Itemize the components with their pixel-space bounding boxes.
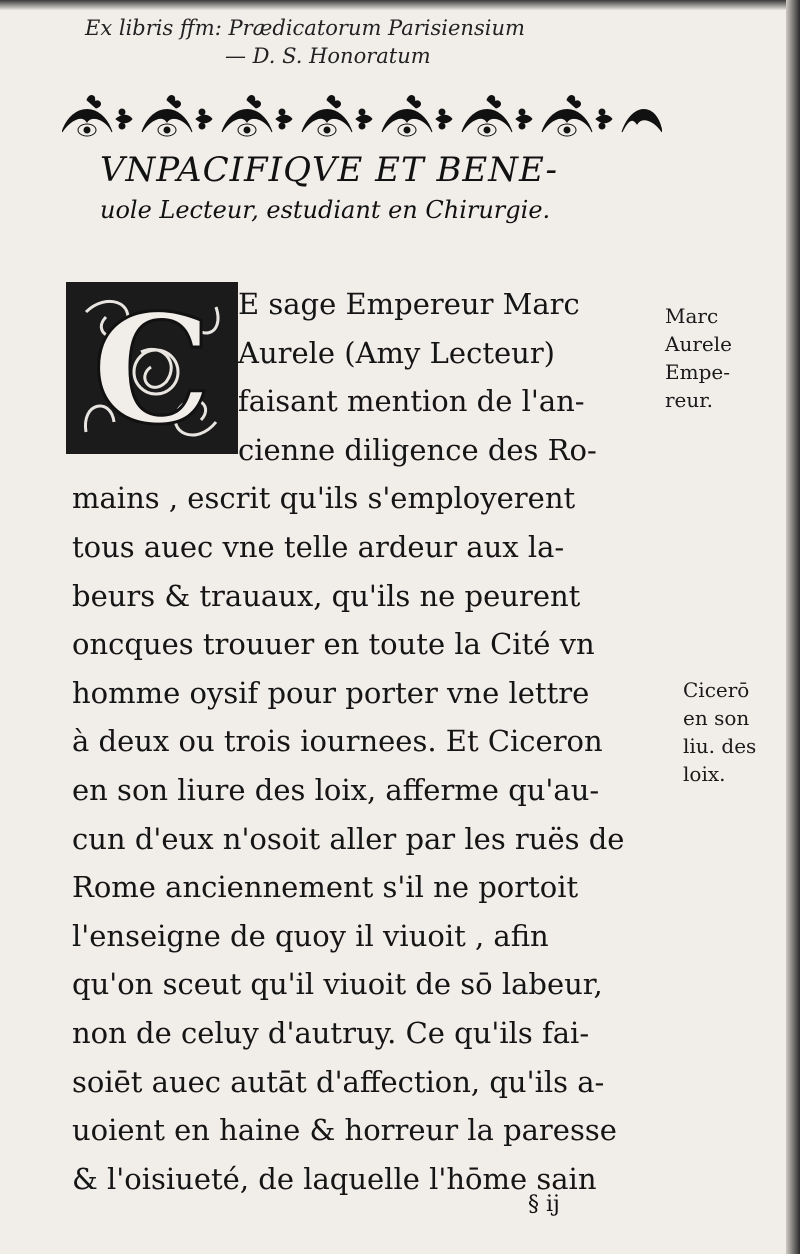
margin-note-line: loix. [683, 762, 726, 786]
body-line: en son liure des loix, afferme qu'au- [72, 772, 600, 807]
body-line: mains , escrit qu'ils s'employerent [72, 481, 576, 516]
body-line: E sage Empereur Marc [238, 287, 580, 321]
body-line: qu'on sceut qu'il viuoit de sō labeur, [72, 967, 603, 1002]
body-line: Aurele (Amy Lecteur) [238, 335, 555, 370]
body-line: cienne diligence des Ro- [238, 432, 597, 467]
manuscript-note-line-1: Ex libris ffm: Prædicatorum Parisiensium [85, 16, 525, 40]
body-line: beurs & trauaux, qu'ils ne peurent [72, 578, 581, 613]
margin-note-line: Empe- [665, 360, 730, 384]
body-line: l'enseigne de quoy il viuoit , afin [72, 918, 549, 953]
signature-mark: § ij [528, 1192, 560, 1217]
body-line: & l'oisiueté, de laquelle l'hōme sain [72, 1161, 597, 1196]
heading-line-2: uole Lecteur, estudiant en Chirurgie. [100, 196, 551, 224]
margin-note-line: Cicerō [683, 678, 750, 702]
margin-note-line: reur. [665, 388, 713, 412]
body-line: à deux ou trois iournees. Et Ciceron [72, 724, 603, 759]
page-gutter-shadow [786, 0, 800, 1254]
headpiece-ornament [62, 92, 662, 144]
body-line: cun d'eux n'osoit aller par les ruës de [72, 821, 625, 856]
decorated-initial-letter: C [92, 282, 212, 454]
page-top-shadow [0, 0, 800, 10]
body-line: Rome anciennement s'il ne portoit [72, 870, 579, 905]
margin-note-ciceron [683, 676, 783, 788]
body-line: non de celuy d'autruy. Ce qu'ils fai- [72, 1015, 590, 1050]
body-line: homme oysif pour porter vne lettre [72, 675, 590, 710]
manuscript-ownership-note [85, 14, 645, 70]
body-text [72, 280, 662, 1203]
body-line: soiēt auec autāt d'affection, qu'ils a- [72, 1064, 605, 1099]
margin-note-line: Aurele [665, 332, 732, 356]
body-line: oncques trouuer en toute la Cité vn [72, 627, 595, 662]
heading-line-1: VNPACIFIQVE ET BENE- [100, 150, 558, 190]
body-line: uoient en haine & horreur la paresse [72, 1113, 617, 1148]
body-line: faisant mention de l'an- [238, 384, 585, 419]
margin-note-marc-aurele [665, 302, 765, 414]
margin-note-line: Marc [665, 304, 719, 328]
margin-note-line: en son [683, 706, 750, 730]
body-line: tous auec vne telle ardeur aux la- [72, 529, 565, 564]
manuscript-note-line-2: — D. S. Honoratum [225, 44, 431, 68]
margin-note-line: liu. des [683, 734, 757, 758]
